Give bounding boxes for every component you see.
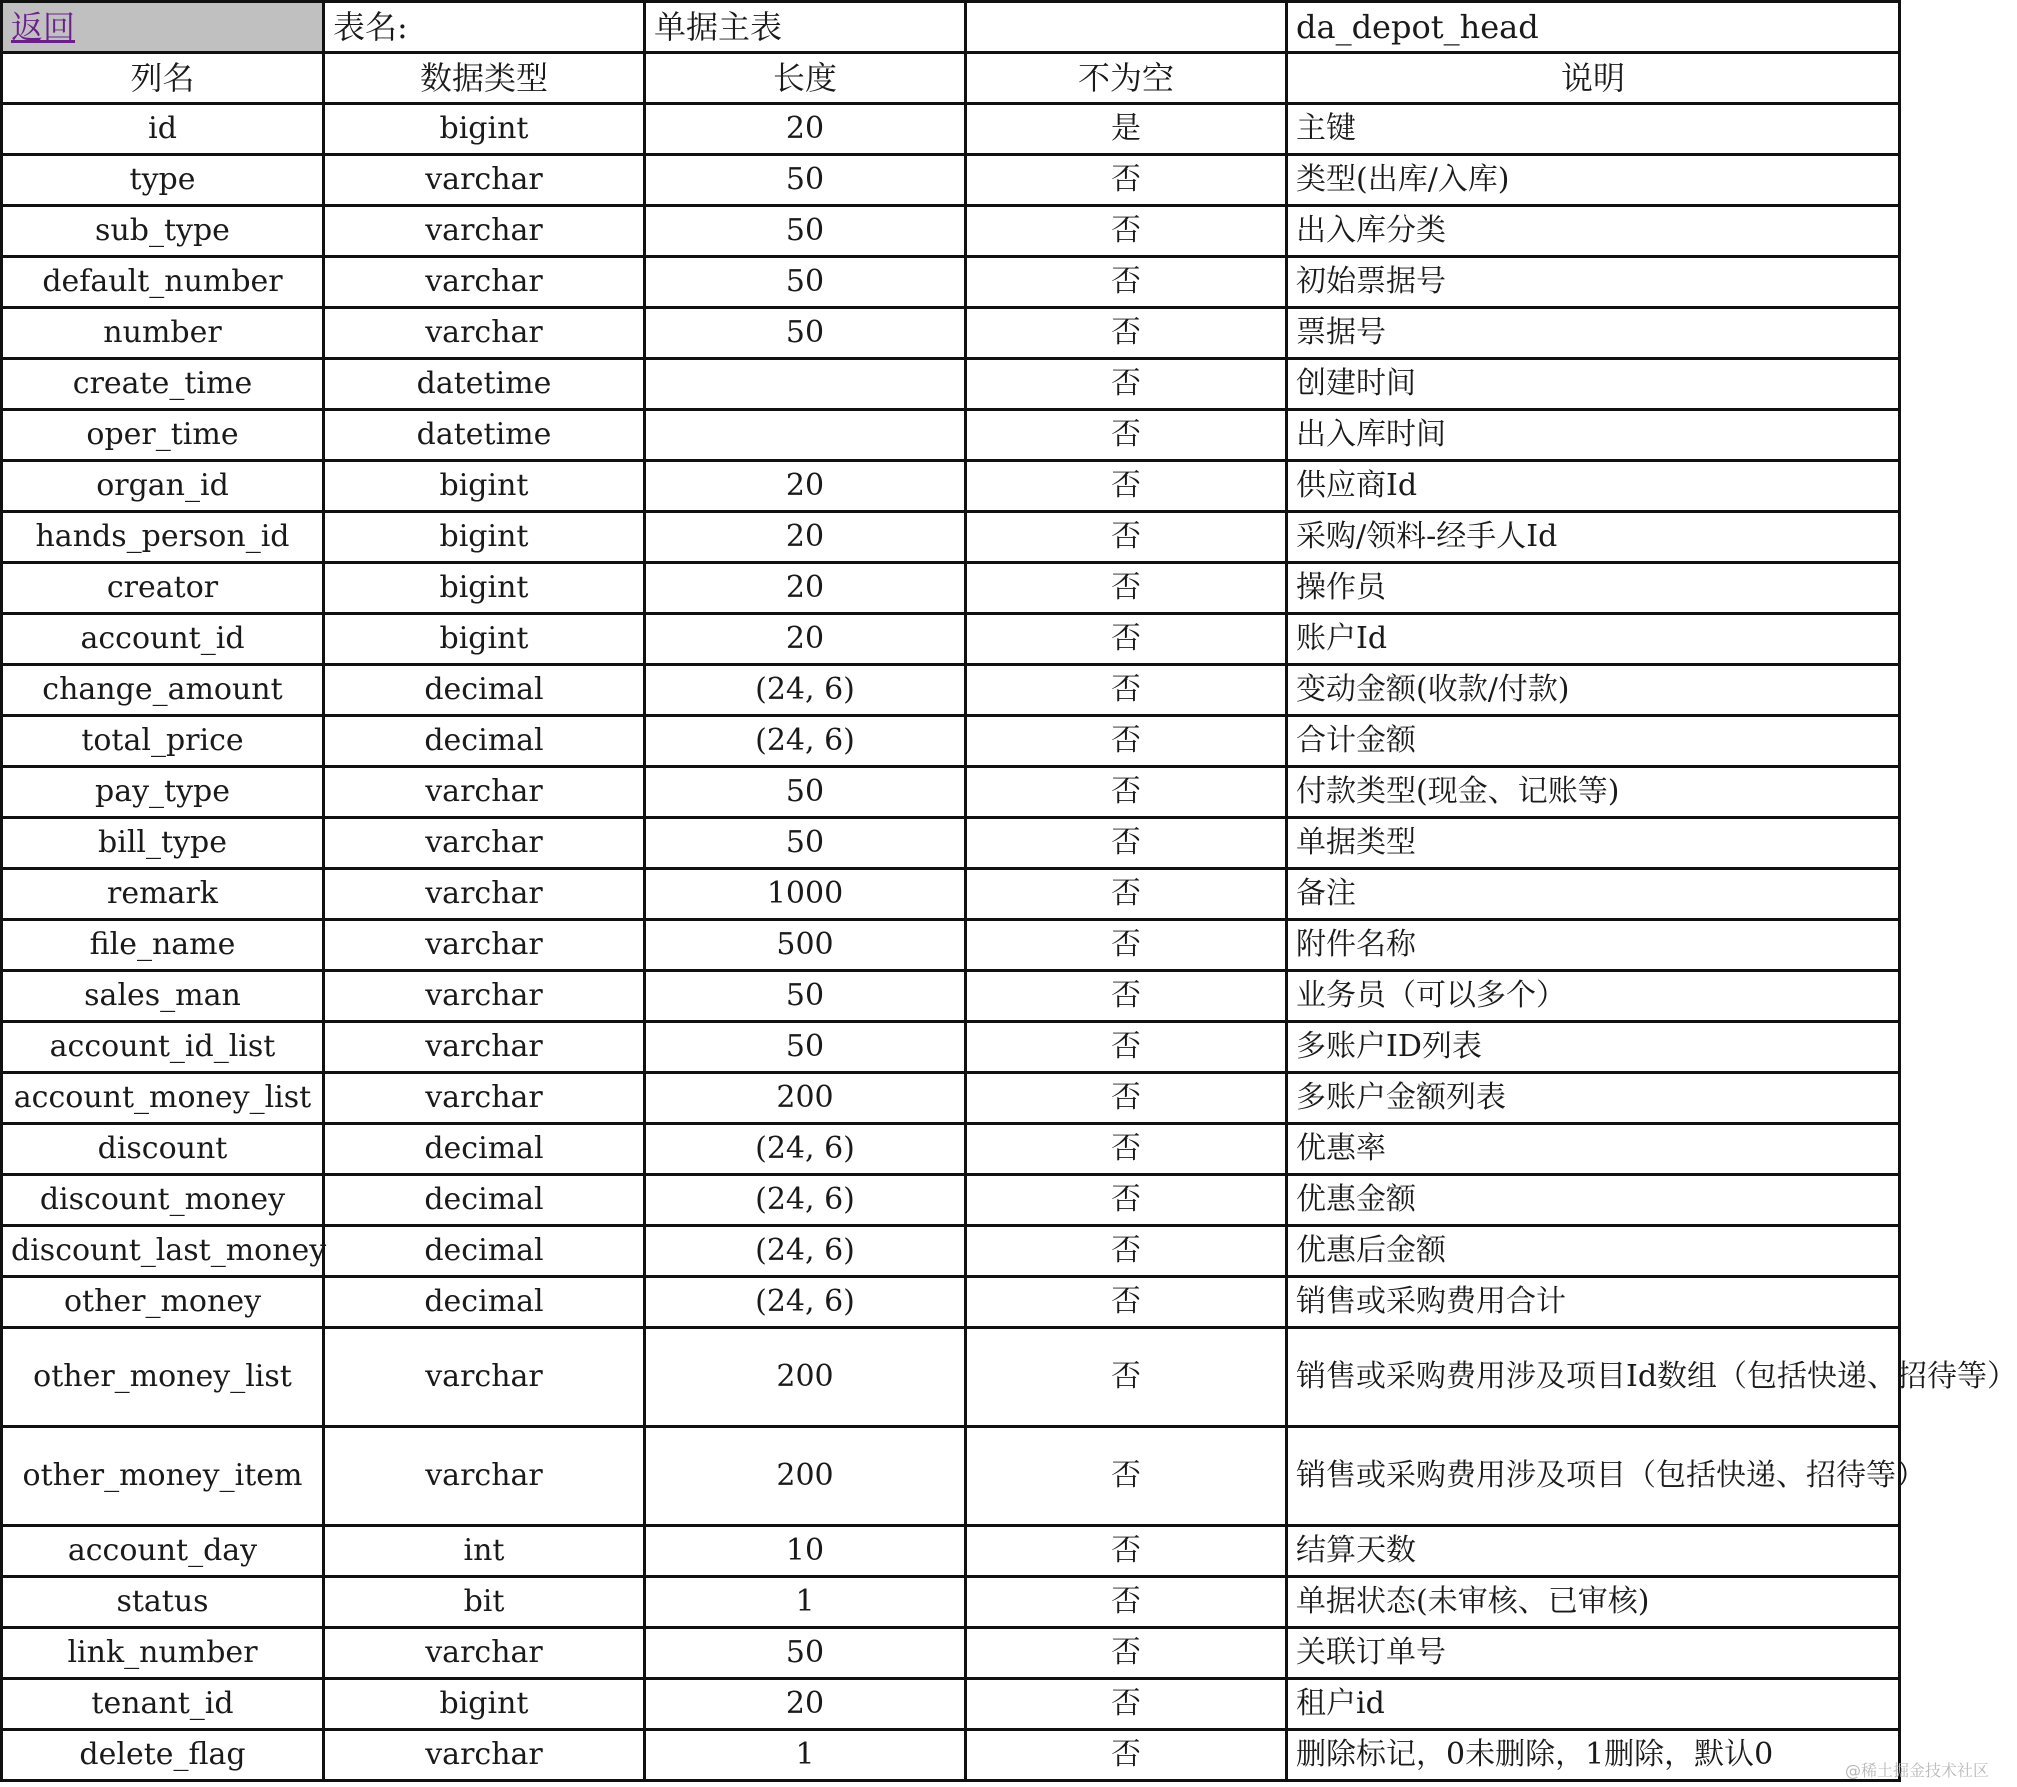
cell-data-type: bigint — [324, 614, 645, 665]
cell-column-name: total_price — [2, 716, 324, 767]
cell-column-name: other_money — [2, 1277, 324, 1328]
table-row — [2, 1175, 1900, 1226]
cell-not-null: 否 — [966, 1577, 1287, 1628]
cell-description: 优惠后金额 — [1287, 1226, 1900, 1277]
cell-column-name: create_time — [2, 359, 324, 410]
cell-data-type: bigint — [324, 104, 645, 155]
cell-description: 关联订单号 — [1287, 1628, 1900, 1679]
cell-data-type: varchar — [324, 767, 645, 818]
table-row — [2, 767, 1900, 818]
watermark: @稀土掘金技术社区 — [1844, 1761, 1989, 1780]
cell-not-null: 否 — [966, 1124, 1287, 1175]
cell-data-type: decimal — [324, 665, 645, 716]
table-row — [2, 1679, 1900, 1730]
cell-length: (24, 6) — [645, 1277, 966, 1328]
cell-not-null: 否 — [966, 308, 1287, 359]
table-row — [2, 818, 1900, 869]
cell-not-null: 否 — [966, 1328, 1287, 1427]
cell-length: 20 — [645, 563, 966, 614]
cell-length: 50 — [645, 206, 966, 257]
table-row — [2, 359, 1900, 410]
cell-column-name: remark — [2, 869, 324, 920]
cell-column-name: oper_time — [2, 410, 324, 461]
cell-description: 删除标记，0未删除，1删除，默认0 — [1287, 1730, 1900, 1781]
table-name-label: 表名: — [324, 2, 645, 53]
title-row — [2, 2, 1900, 53]
cell-description: 操作员 — [1287, 563, 1900, 614]
cell-not-null: 否 — [966, 1628, 1287, 1679]
table-row — [2, 971, 1900, 1022]
cell-data-type: decimal — [324, 716, 645, 767]
back-cell — [2, 2, 324, 53]
table-row — [2, 206, 1900, 257]
cell-data-type: bigint — [324, 461, 645, 512]
cell-length: 50 — [645, 1022, 966, 1073]
table-row — [2, 869, 1900, 920]
cell-not-null: 否 — [966, 512, 1287, 563]
cell-not-null: 否 — [966, 1679, 1287, 1730]
cell-length: 50 — [645, 767, 966, 818]
cell-not-null: 否 — [966, 716, 1287, 767]
cell-not-null: 否 — [966, 461, 1287, 512]
cell-column-name: hands_person_id — [2, 512, 324, 563]
table-name: da_depot_head — [1287, 2, 1900, 53]
cell-length: 200 — [645, 1328, 966, 1427]
cell-description: 出入库时间 — [1287, 410, 1900, 461]
cell-not-null: 否 — [966, 206, 1287, 257]
cell-column-name: creator — [2, 563, 324, 614]
cell-not-null: 否 — [966, 818, 1287, 869]
cell-not-null: 否 — [966, 1730, 1287, 1781]
table-row — [2, 1628, 1900, 1679]
cell-column-name: discount — [2, 1124, 324, 1175]
cell-description: 优惠率 — [1287, 1124, 1900, 1175]
cell-length: 1 — [645, 1730, 966, 1781]
blank-cell — [966, 2, 1287, 53]
cell-column-name: file_name — [2, 920, 324, 971]
table-row — [2, 1277, 1900, 1328]
cell-description: 类型(出库/入库) — [1287, 155, 1900, 206]
cell-not-null: 否 — [966, 1022, 1287, 1073]
column-header-description: 说明 — [1287, 53, 1900, 104]
cell-not-null: 否 — [966, 614, 1287, 665]
cell-length: 500 — [645, 920, 966, 971]
cell-data-type: varchar — [324, 308, 645, 359]
cell-description: 初始票据号 — [1287, 257, 1900, 308]
cell-data-type: decimal — [324, 1175, 645, 1226]
table-row — [2, 1073, 1900, 1124]
cell-data-type: decimal — [324, 1226, 645, 1277]
cell-column-name: default_number — [2, 257, 324, 308]
cell-column-name: account_id — [2, 614, 324, 665]
cell-not-null: 否 — [966, 410, 1287, 461]
cell-column-name: id — [2, 104, 324, 155]
cell-length: (24, 6) — [645, 1226, 966, 1277]
cell-not-null: 否 — [966, 869, 1287, 920]
cell-description: 出入库分类 — [1287, 206, 1900, 257]
cell-description: 优惠金额 — [1287, 1175, 1900, 1226]
cell-length: 1 — [645, 1577, 966, 1628]
cell-column-name: other_money_item — [2, 1427, 324, 1526]
cell-column-name: discount_last_money — [2, 1226, 324, 1277]
cell-data-type: varchar — [324, 971, 645, 1022]
table-row — [2, 1577, 1900, 1628]
cell-description: 附件名称 — [1287, 920, 1900, 971]
cell-length: (24, 6) — [645, 1124, 966, 1175]
cell-length: (24, 6) — [645, 665, 966, 716]
table-row — [2, 155, 1900, 206]
cell-description: 合计金额 — [1287, 716, 1900, 767]
table-row — [2, 410, 1900, 461]
cell-column-name: discount_money — [2, 1175, 324, 1226]
table-row — [2, 665, 1900, 716]
cell-description: 多账户金额列表 — [1287, 1073, 1900, 1124]
cell-data-type: varchar — [324, 155, 645, 206]
table-row — [2, 1526, 1900, 1577]
column-header-name: 列名 — [2, 53, 324, 104]
cell-length: 50 — [645, 818, 966, 869]
table-row — [2, 257, 1900, 308]
table-row — [2, 563, 1900, 614]
cell-length: 20 — [645, 104, 966, 155]
column-header-length: 长度 — [645, 53, 966, 104]
cell-description: 付款类型(现金、记账等) — [1287, 767, 1900, 818]
cell-length: 1000 — [645, 869, 966, 920]
cell-description: 销售或采购费用涉及项目Id数组（包括快递、招待等） — [1287, 1328, 1900, 1427]
cell-not-null: 否 — [966, 1073, 1287, 1124]
cell-data-type: bit — [324, 1577, 645, 1628]
cell-data-type: varchar — [324, 1730, 645, 1781]
cell-length: 50 — [645, 155, 966, 206]
cell-data-type: varchar — [324, 1328, 645, 1427]
cell-column-name: tenant_id — [2, 1679, 324, 1730]
cell-not-null: 否 — [966, 1226, 1287, 1277]
table-row — [2, 1022, 1900, 1073]
cell-data-type: varchar — [324, 920, 645, 971]
cell-column-name: change_amount — [2, 665, 324, 716]
table-row — [2, 308, 1900, 359]
table-row — [2, 920, 1900, 971]
cell-not-null: 否 — [966, 1427, 1287, 1526]
cell-length — [645, 410, 966, 461]
cell-length: 50 — [645, 971, 966, 1022]
table-row — [2, 1427, 1900, 1526]
cell-length: 20 — [645, 1679, 966, 1730]
cell-column-name: delete_flag — [2, 1730, 324, 1781]
cell-data-type: bigint — [324, 512, 645, 563]
cell-column-name: bill_type — [2, 818, 324, 869]
column-header-row — [2, 53, 1900, 104]
cell-data-type: decimal — [324, 1124, 645, 1175]
cell-length: (24, 6) — [645, 1175, 966, 1226]
cell-description: 业务员（可以多个） — [1287, 971, 1900, 1022]
cell-data-type: varchar — [324, 1022, 645, 1073]
cell-length: 50 — [645, 1628, 966, 1679]
cell-column-name: number — [2, 308, 324, 359]
table-row — [2, 512, 1900, 563]
cell-length: 10 — [645, 1526, 966, 1577]
cell-not-null: 否 — [966, 1277, 1287, 1328]
cell-length: 50 — [645, 308, 966, 359]
cell-column-name: account_id_list — [2, 1022, 324, 1073]
cell-length: 20 — [645, 461, 966, 512]
table-row — [2, 461, 1900, 512]
cell-column-name: type — [2, 155, 324, 206]
cell-description: 创建时间 — [1287, 359, 1900, 410]
cell-description: 变动金额(收款/付款) — [1287, 665, 1900, 716]
cell-data-type: varchar — [324, 1073, 645, 1124]
table-description: 单据主表 — [645, 2, 966, 53]
cell-length — [645, 359, 966, 410]
cell-data-type: int — [324, 1526, 645, 1577]
cell-data-type: varchar — [324, 257, 645, 308]
cell-description: 结算天数 — [1287, 1526, 1900, 1577]
cell-column-name: status — [2, 1577, 324, 1628]
table-row — [2, 1730, 1900, 1781]
cell-column-name: link_number — [2, 1628, 324, 1679]
cell-description: 销售或采购费用合计 — [1287, 1277, 1900, 1328]
cell-length: 20 — [645, 512, 966, 563]
cell-description: 单据类型 — [1287, 818, 1900, 869]
cell-data-type: datetime — [324, 410, 645, 461]
cell-not-null: 否 — [966, 665, 1287, 716]
cell-column-name: pay_type — [2, 767, 324, 818]
cell-data-type: datetime — [324, 359, 645, 410]
cell-column-name: organ_id — [2, 461, 324, 512]
cell-not-null: 否 — [966, 971, 1287, 1022]
cell-description: 租户id — [1287, 1679, 1900, 1730]
cell-data-type: varchar — [324, 1628, 645, 1679]
cell-description: 账户Id — [1287, 614, 1900, 665]
cell-column-name: other_money_list — [2, 1328, 324, 1427]
cell-description: 票据号 — [1287, 308, 1900, 359]
cell-data-type: decimal — [324, 1277, 645, 1328]
cell-description: 多账户ID列表 — [1287, 1022, 1900, 1073]
cell-description: 供应商Id — [1287, 461, 1900, 512]
cell-description: 销售或采购费用涉及项目（包括快递、招待等） — [1287, 1427, 1900, 1526]
cell-column-name: sales_man — [2, 971, 324, 1022]
cell-not-null: 否 — [966, 359, 1287, 410]
cell-data-type: bigint — [324, 563, 645, 614]
cell-length: 200 — [645, 1073, 966, 1124]
cell-not-null: 否 — [966, 920, 1287, 971]
back-link[interactable]: 返回 — [11, 8, 76, 46]
cell-column-name: account_money_list — [2, 1073, 324, 1124]
cell-not-null: 否 — [966, 257, 1287, 308]
cell-not-null: 否 — [966, 1175, 1287, 1226]
table-row — [2, 1328, 1900, 1427]
cell-column-name: account_day — [2, 1526, 324, 1577]
cell-length: 200 — [645, 1427, 966, 1526]
table-row — [2, 1226, 1900, 1277]
cell-data-type: varchar — [324, 1427, 645, 1526]
table-row — [2, 614, 1900, 665]
column-header-type: 数据类型 — [324, 53, 645, 104]
table-row — [2, 104, 1900, 155]
table-row — [2, 1124, 1900, 1175]
cell-column-name: sub_type — [2, 206, 324, 257]
column-header-not-null: 不为空 — [966, 53, 1287, 104]
cell-description: 主键 — [1287, 104, 1900, 155]
cell-data-type: varchar — [324, 206, 645, 257]
cell-length: (24, 6) — [645, 716, 966, 767]
cell-data-type: bigint — [324, 1679, 645, 1730]
cell-not-null: 否 — [966, 563, 1287, 614]
cell-not-null: 否 — [966, 767, 1287, 818]
cell-length: 50 — [645, 257, 966, 308]
cell-data-type: varchar — [324, 869, 645, 920]
cell-not-null: 是 — [966, 104, 1287, 155]
cell-description: 备注 — [1287, 869, 1900, 920]
cell-not-null: 否 — [966, 1526, 1287, 1577]
table-row — [2, 716, 1900, 767]
cell-length: 20 — [645, 614, 966, 665]
cell-description: 单据状态(未审核、已审核) — [1287, 1577, 1900, 1628]
cell-description: 采购/领料-经手人Id — [1287, 512, 1900, 563]
cell-data-type: varchar — [324, 818, 645, 869]
cell-not-null: 否 — [966, 155, 1287, 206]
